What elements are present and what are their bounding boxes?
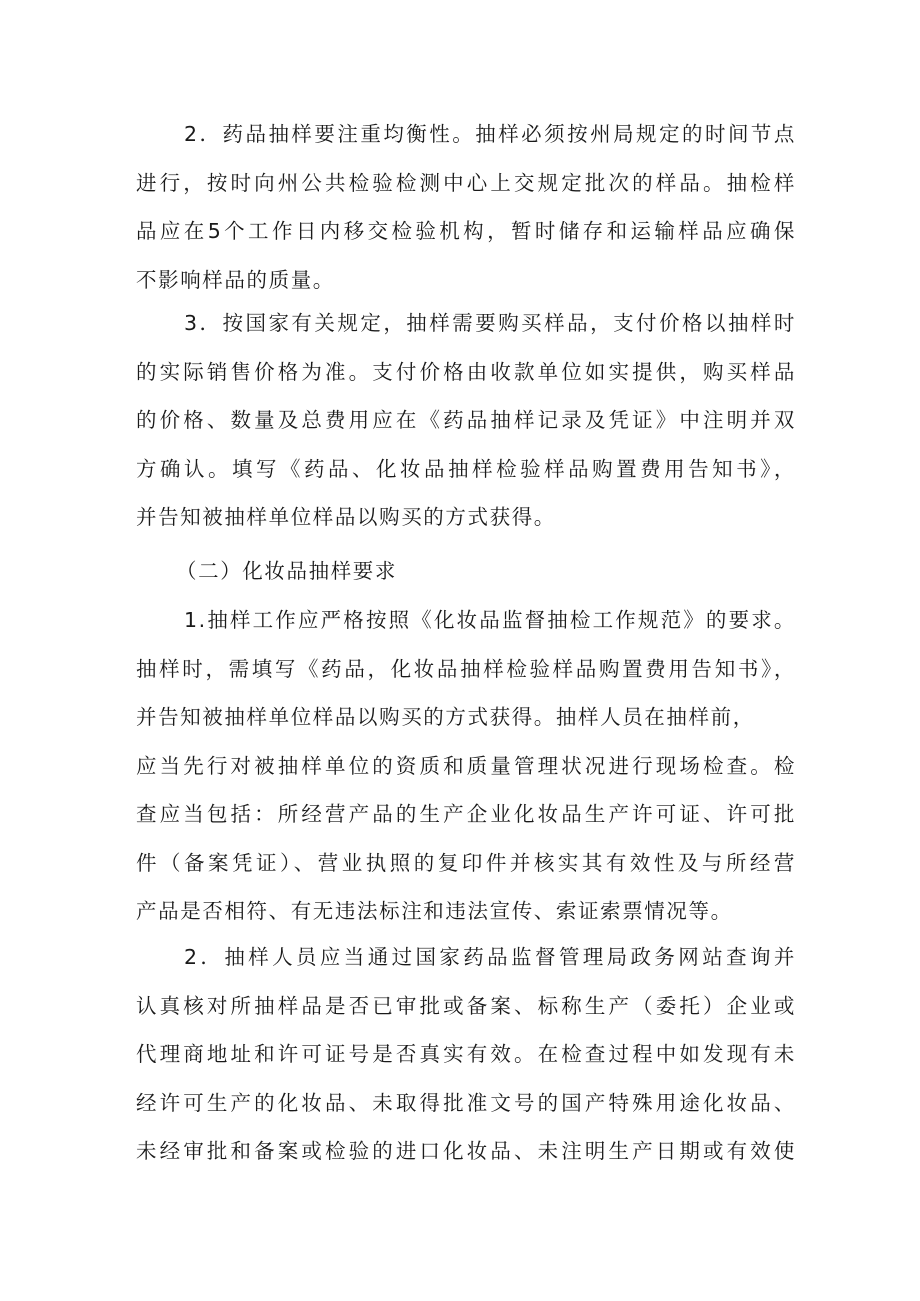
text-line: 3．按国家有关规定，抽样需要购买样品，支付价格以抽样时 — [184, 311, 796, 335]
paragraph-drug-sampling-3 — [136, 299, 796, 542]
text-line: 进行，按时向州公共检验检测中心上交规定批次的样品。抽检样 — [136, 170, 796, 195]
text-line: 产品是否相符、有无违法标注和违法宣传、索证索票情况等。 — [136, 899, 733, 923]
text-line: 2．药品抽样要注重均衡性。抽样必须按州局规定的时间节点 — [184, 122, 796, 146]
text-line: 认真核对所抽样品是否已审批或备案、标称生产（委托）企业或 — [136, 993, 796, 1018]
text-line: 经许可生产的化妆品、未取得批准文号的国产特殊用途化妆品、 — [136, 1090, 796, 1115]
text-line: 应当先行对被抽样单位的资质和质量管理状况进行现场检查。检 — [136, 753, 796, 778]
text-line: 方确认。填写《药品、化妆品抽样检验样品购置费用告知书》， — [136, 456, 796, 481]
paragraph-drug-sampling-2 — [136, 110, 796, 304]
text-line: 品应在5个工作日内移交检验机构，暂时储存和运输样品应确保 — [136, 219, 796, 243]
text-line: 的价格、数量及总费用应在《药品抽样记录及凭证》中注明并双 — [136, 408, 796, 432]
text-line: 未经审批和备案或检验的进口化妆品、未注明生产日期或有效使 — [136, 1139, 796, 1163]
text-line: 的实际销售价格为准。支付价格由收款单位如实提供，购买样品 — [136, 359, 796, 384]
text-line: 查应当包括：所经营产品的生产企业化妆品生产许可证、许可批 — [136, 802, 796, 826]
text-line: 抽样时，需填写《药品，化妆品抽样检验样品购置费用告知书》， — [136, 656, 796, 681]
section-heading-cosmetics — [136, 547, 796, 596]
text-line: 代理商地址和许可证号是否真实有效。在检查过程中如发现有未 — [136, 1042, 796, 1066]
text-line: 并告知被抽样单位样品以购买的方式获得。 — [136, 505, 556, 529]
text-line: 件（备案凭证）、营业执照的复印件并核实其有效性及与所经营 — [136, 850, 796, 875]
text-line: 2．抽样人员应当通过国家药品监督管理局政务网站查询并 — [184, 945, 796, 969]
text-line: 1.抽样工作应严格按照《化妆品监督抽检工作规范》的要求。 — [184, 608, 796, 632]
text-line: 并告知被抽样单位样品以购买的方式获得。抽样人员在抽样前， — [136, 705, 755, 729]
section-heading-text: （二）化妆品抽样要求 — [176, 559, 397, 583]
text-line: 不影响样品的质量。 — [136, 267, 335, 292]
paragraph-cosmetics-sampling-1 — [136, 596, 796, 936]
paragraph-cosmetics-sampling-2 — [136, 933, 796, 1176]
